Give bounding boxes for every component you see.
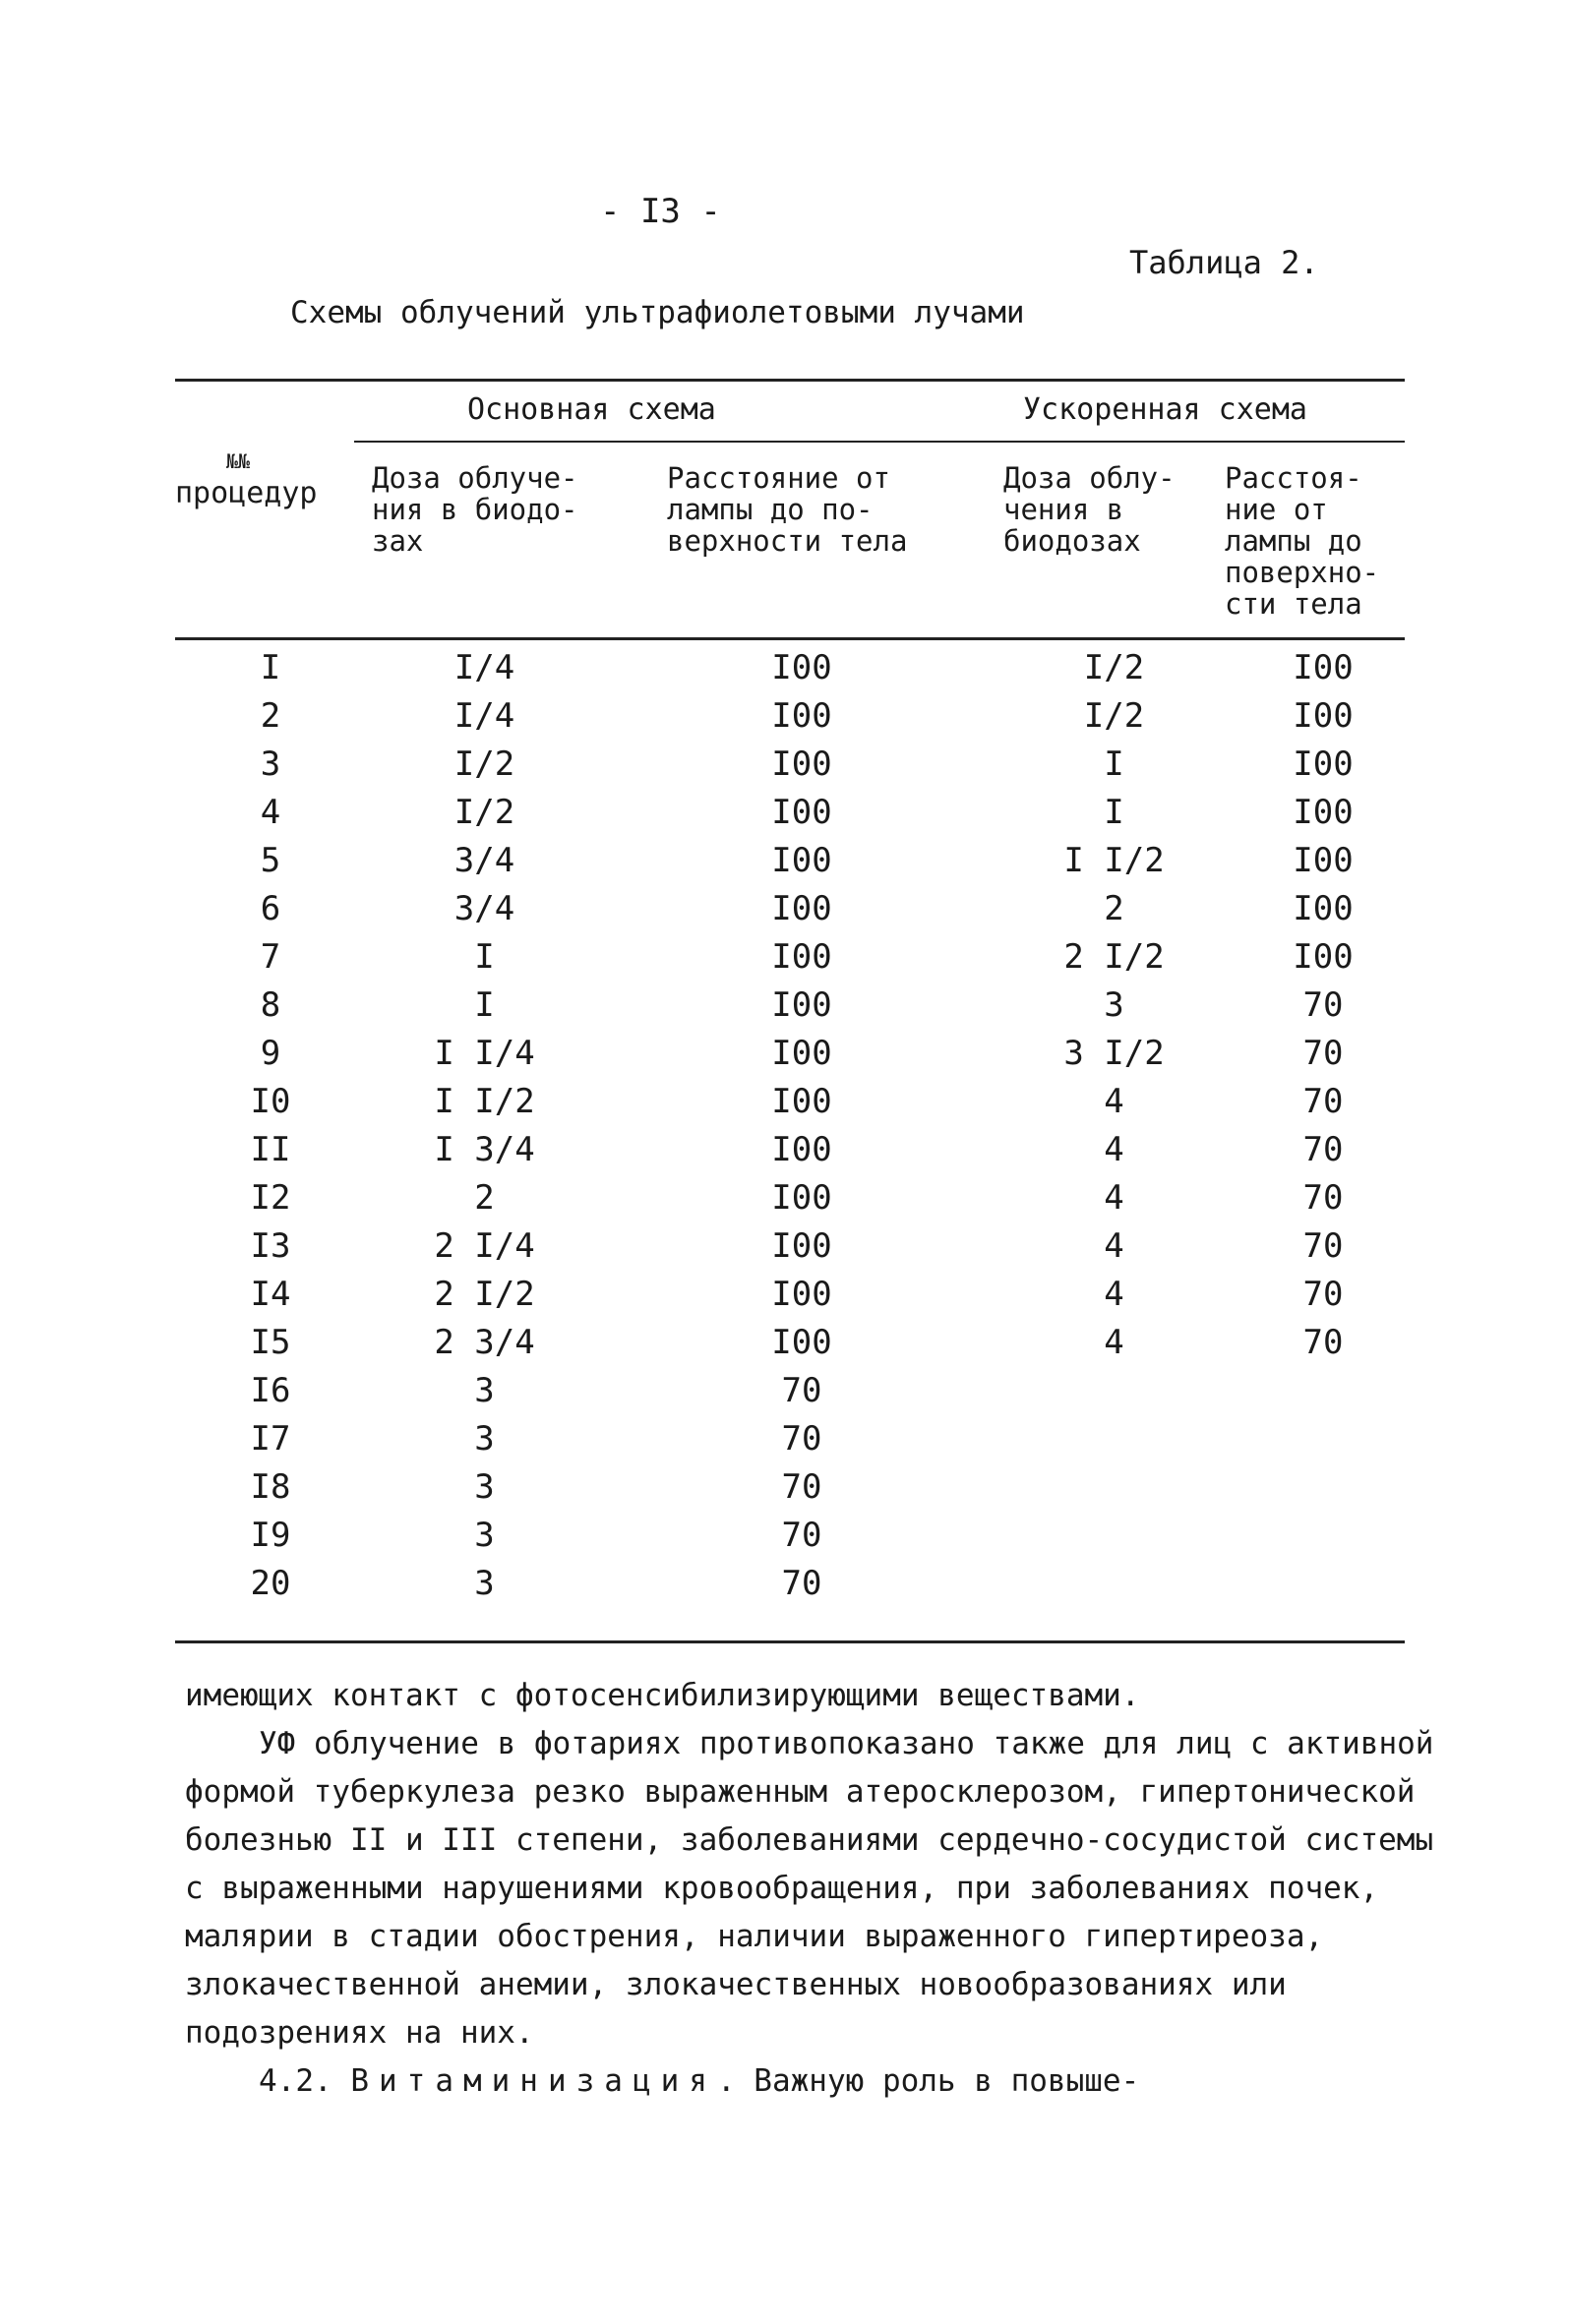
table-cell-procedure-number: I: [260, 648, 281, 687]
table-cell-procedure-number: I4: [250, 1275, 291, 1314]
header-procedure: процедур: [175, 476, 318, 510]
table-cell-main-dose: 3/4: [453, 841, 515, 880]
table-cell-fast-distance: 70: [1302, 1275, 1344, 1314]
table-top-rule: [175, 379, 1405, 382]
table-cell-fast-distance: 70: [1302, 1082, 1344, 1121]
table-cell-main-dose: I I/4: [434, 1034, 535, 1073]
table-cell-fast-distance: I00: [1293, 841, 1354, 880]
table-cell-main-dose: 2 I/4: [434, 1226, 535, 1266]
table-cell-procedure-number: I0: [250, 1082, 291, 1121]
table-cell-main-dose: 3/4: [453, 889, 515, 928]
table-cell-procedure-number: 6: [260, 889, 281, 928]
table-cell-main-distance: 70: [781, 1371, 822, 1410]
table-cell-fast-distance: I00: [1293, 889, 1354, 928]
header-main-dose: Доза облуче- ния в биодо- зах: [372, 461, 578, 558]
table-cell-procedure-number: 7: [260, 937, 281, 977]
table-cell-main-dose: 3: [474, 1516, 495, 1555]
table-cell-fast-dose: 4: [1104, 1178, 1124, 1218]
table-cell-fast-distance: I00: [1293, 793, 1354, 832]
table-cell-fast-distance: 70: [1302, 1226, 1344, 1266]
table-cell-fast-distance: 70: [1302, 985, 1344, 1025]
table-cell-main-dose: I: [474, 937, 495, 977]
table-cell-main-distance: I00: [771, 1178, 832, 1218]
section-number: 4.2.: [259, 2063, 332, 2099]
header-bottom-rule: [175, 637, 1405, 640]
table-cell-main-dose: I/2: [453, 745, 515, 784]
table-cell-main-distance: 70: [781, 1419, 822, 1459]
table-cell-fast-dose: 3: [1104, 985, 1124, 1025]
table-cell-main-dose: I/4: [453, 648, 515, 687]
table-cell-fast-distance: 70: [1302, 1130, 1344, 1169]
body-line-1: имеющих контакт с фотосенсибилизирующими веществами.: [185, 1678, 1140, 1713]
table-cell-main-distance: I00: [771, 696, 832, 736]
table-cell-fast-distance: 70: [1302, 1323, 1344, 1362]
table-caption: Схемы облучений ультрафиолетовыми лучами: [290, 295, 1025, 330]
table-cell-fast-dose: 2: [1104, 889, 1124, 928]
table-cell-main-distance: I00: [771, 937, 832, 977]
table-cell-main-distance: I00: [771, 1226, 832, 1266]
table-cell-fast-distance: I00: [1293, 648, 1354, 687]
table-cell-main-dose: I I/2: [434, 1082, 535, 1121]
table-label: Таблица 2.: [1129, 244, 1319, 281]
table-cell-procedure-number: I2: [250, 1178, 291, 1218]
table-cell-procedure-number: 20: [250, 1564, 291, 1603]
table-cell-fast-dose: 4: [1104, 1323, 1124, 1362]
table-cell-fast-dose: 4: [1104, 1130, 1124, 1169]
table-bottom-rule: [175, 1640, 1405, 1643]
table-cell-main-dose: 3: [474, 1371, 495, 1410]
table-cell-fast-dose: I: [1104, 745, 1124, 784]
table-cell-main-distance: I00: [771, 1082, 832, 1121]
table-cell-fast-dose: I I/2: [1063, 841, 1165, 880]
table-cell-main-distance: I00: [771, 1034, 832, 1073]
table-cell-main-distance: I00: [771, 889, 832, 928]
table-cell-main-distance: I00: [771, 1130, 832, 1169]
header-main-distance: Расстояние от лампы до по- верхности тела: [667, 461, 908, 558]
table-cell-procedure-number: 4: [260, 793, 281, 832]
header-group-fast: Ускоренная схема: [1023, 392, 1307, 427]
table-cell-fast-dose: 4: [1104, 1226, 1124, 1266]
table-cell-main-distance: I00: [771, 745, 832, 784]
table-cell-procedure-number: 8: [260, 985, 281, 1025]
table-cell-fast-dose: I/2: [1083, 648, 1145, 687]
table-cell-fast-distance: 70: [1302, 1178, 1344, 1218]
table-cell-procedure-number: I7: [250, 1419, 291, 1459]
table-cell-fast-dose: 4: [1104, 1275, 1124, 1314]
table-cell-fast-distance: I00: [1293, 696, 1354, 736]
header-procedure-number-symbol: №№: [226, 449, 251, 473]
table-cell-main-distance: I00: [771, 1323, 832, 1362]
table-cell-main-dose: I 3/4: [434, 1130, 535, 1169]
table-cell-procedure-number: I9: [250, 1516, 291, 1555]
header-group-rule: [354, 441, 1405, 443]
table-cell-procedure-number: I8: [250, 1467, 291, 1507]
table-cell-main-dose: I/4: [453, 696, 515, 736]
table-cell-fast-dose: 3 I/2: [1063, 1034, 1165, 1073]
table-cell-main-dose: 3: [474, 1419, 495, 1459]
table-cell-procedure-number: II: [250, 1130, 291, 1169]
table-cell-main-distance: 70: [781, 1564, 822, 1603]
table-cell-procedure-number: I3: [250, 1226, 291, 1266]
table-cell-fast-dose: I/2: [1083, 696, 1145, 736]
table-cell-main-distance: I00: [771, 1275, 832, 1314]
table-cell-main-dose: 2 I/2: [434, 1275, 535, 1314]
table-cell-main-dose: I: [474, 985, 495, 1025]
body-paragraph-2: УФ облучение в фотариях противопоказано также для лиц с активной формой туберкулеза резко выраженным атеросклерозом, гипертонической болезнью II и III степени, заболеваниями сердечно-сосудистой системы с выраженными нарушениями кровообращения, при заболеваниях почек, малярии в стадии обострения, наличии выраженного гипертиреоза, злокачественной анемии, злокачественных новообразованиях или подозрениях на них.: [185, 1726, 1434, 2051]
table-cell-main-distance: I00: [771, 648, 832, 687]
page-number: - I3 -: [600, 192, 721, 231]
table-cell-procedure-number: 2: [260, 696, 281, 736]
header-group-main: Основная схема: [467, 392, 716, 427]
section-heading-line: [185, 2057, 1434, 2106]
header-fast-dose: Доза облу- чения в биодозах: [1003, 461, 1176, 558]
table-cell-main-dose: I/2: [453, 793, 515, 832]
table-cell-procedure-number: 9: [260, 1034, 281, 1073]
table-cell-fast-distance: I00: [1293, 937, 1354, 977]
table-cell-fast-distance: I00: [1293, 745, 1354, 784]
table-cell-main-dose: 2: [474, 1178, 495, 1218]
table-cell-procedure-number: 5: [260, 841, 281, 880]
table-cell-main-dose: 3: [474, 1467, 495, 1507]
table-cell-procedure-number: 3: [260, 745, 281, 784]
header-fast-distance: Расстоя- ние от лампы до поверхно- сти тела: [1225, 461, 1380, 621]
table-cell-main-distance: I00: [771, 841, 832, 880]
section-rest: . Важную роль в повыше-: [716, 2063, 1140, 2099]
table-cell-procedure-number: I5: [250, 1323, 291, 1362]
section-title: Витаминизация: [350, 2063, 717, 2099]
body-text: [185, 1672, 1434, 2106]
table-cell-procedure-number: I6: [250, 1371, 291, 1410]
table-cell-main-dose: 2 3/4: [434, 1323, 535, 1362]
table-cell-fast-dose: 2 I/2: [1063, 937, 1165, 977]
table-cell-fast-distance: 70: [1302, 1034, 1344, 1073]
table-cell-main-distance: 70: [781, 1516, 822, 1555]
table-cell-fast-dose: 4: [1104, 1082, 1124, 1121]
table-cell-main-dose: 3: [474, 1564, 495, 1603]
table-cell-main-distance: I00: [771, 985, 832, 1025]
table-cell-main-distance: 70: [781, 1467, 822, 1507]
table-cell-main-distance: I00: [771, 793, 832, 832]
table-cell-fast-dose: I: [1104, 793, 1124, 832]
